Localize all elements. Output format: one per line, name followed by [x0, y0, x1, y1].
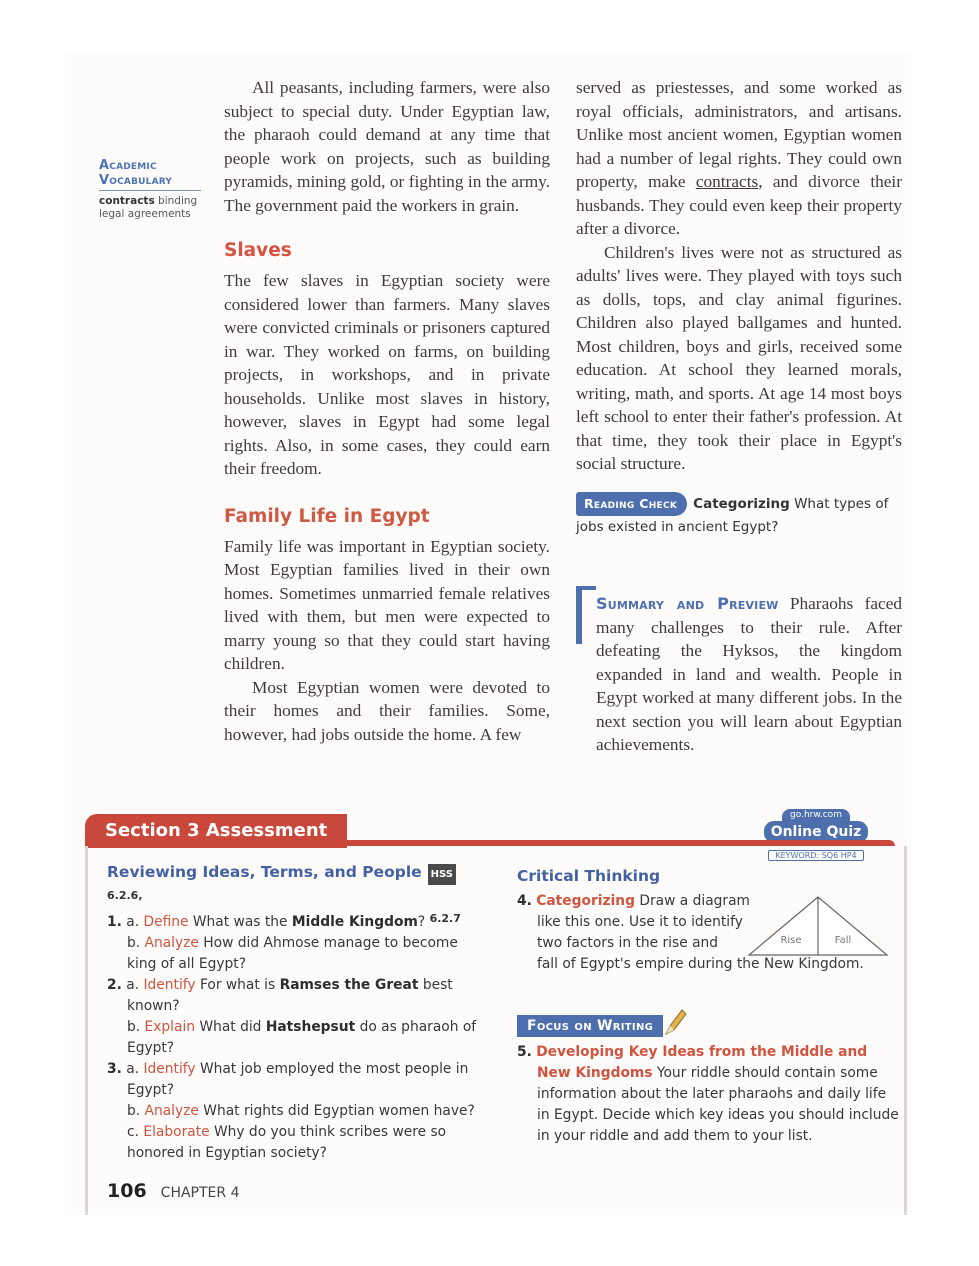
q2b-verb: Explain [144, 1019, 196, 1035]
question-3-number: 3. [107, 1061, 122, 1077]
right-column [576, 76, 902, 538]
question-4-text [517, 891, 757, 954]
vocab-definition [99, 195, 201, 221]
women-text-b: , and divorce their husbands. They could even keep their property after a divorce. [576, 172, 902, 238]
q4-text-a: Draw a diagram like this one. Use it to identify two factors in the rise and [537, 893, 750, 951]
quiz-keyword: KEYWORD: SQ6 HP4 [768, 850, 863, 861]
vocab-heading-2: Vocabulary [99, 173, 173, 188]
summary-body: Pharaohs faced many challenges to their rule. After defeating the Hyksos, the kingdom expanded in land and wealth. People in Egypt worked at many different jobs. In the next section you will learn about Egyptian achievements. [596, 594, 903, 754]
reading-check-badge: Reading Check [576, 492, 687, 516]
q1b-verb: Analyze [144, 935, 199, 951]
summary-bracket [576, 586, 582, 644]
diagram-fall-label: Fall [834, 935, 852, 946]
q1a-text-b: ? [417, 914, 426, 930]
q1a-bold: Middle Kingdom [291, 914, 418, 930]
vocab-term: contracts [99, 195, 155, 207]
hss-badge: HSS [428, 864, 456, 885]
q2b-bold: Hatshepsut [265, 1019, 356, 1035]
q1b-letter: b. [127, 935, 141, 951]
women-paragraph [576, 76, 902, 241]
pencil-icon [662, 1008, 688, 1038]
critical-thinking [517, 866, 899, 975]
assessment-title: Section 3 Assessment [105, 820, 328, 841]
q2a-letter: a. [126, 977, 140, 993]
question-2b [107, 1017, 487, 1059]
q3b-text: What rights did Egyptian women have? [198, 1103, 475, 1119]
q3c-letter: c. [127, 1124, 139, 1140]
question-5-number: 5. [517, 1044, 532, 1060]
diagram-rise-label: Rise [780, 935, 802, 946]
question-5-text [517, 1042, 899, 1147]
reading-check-skill: Categorizing [693, 495, 790, 512]
reviewing-questions [107, 862, 487, 1164]
question-1-number: 1. [107, 914, 122, 930]
summary-text [596, 592, 902, 757]
women-text-a: served as priestesses, and some worked as royal officials, administrators, and artisans. Unlike most ancient women, Egyptian women had a number of legal rights. They could own property, make [576, 78, 902, 191]
q4-verb: Categorizing [536, 893, 635, 909]
q3c-text: Why do you think scribes were so honored in Egyptian society? [127, 1124, 447, 1161]
q3c-verb: Elaborate [143, 1124, 210, 1140]
question-3b [107, 1101, 487, 1122]
q3b-verb: Analyze [144, 1103, 199, 1119]
q2b-text-b: do as pharaoh of Egypt? [127, 1019, 477, 1056]
children-paragraph: Children's lives were not as structured as adults' lives were. They played with toys such as dolls, tops, and clay animal figurines. Children also played ballgames and hunted. Most children, boys and girls, received some education. At school they learned morals, writing, math, and sports. At age 14 most boys left school to enter their father's profession. At that time, they took their place in Egypt's social structure. [576, 242, 902, 473]
q1a-text-a: What was the [188, 914, 292, 930]
family-paragraph-1: Family life was important in Egyptian society. Most Egyptian families lived in their own homes. Sometimes unmarried female relatives lived with them, but men were expected to marry young so that they could start having children. [224, 536, 550, 673]
q5-text: Your riddle should contain some information about the later pharaohs and daily life in Egypt. Decide which key ideas you should include in your riddle and add them to your list. [537, 1065, 899, 1144]
assessment-header [85, 814, 897, 841]
q2a-verb: Identify [143, 977, 196, 993]
standards-b: 6.2.7 [429, 912, 461, 925]
q1a-verb: Define [143, 914, 189, 930]
q3a-verb: Identify [143, 1061, 196, 1077]
vocab-heading-1: Academic [99, 158, 157, 173]
academic-vocabulary-box [99, 158, 201, 221]
quiz-url[interactable]: go.hrw.com [782, 809, 850, 821]
q2a-text-b: best known? [127, 977, 453, 1014]
left-column [224, 76, 550, 746]
question-2a [107, 975, 487, 1017]
chapter-label: CHAPTER 4 [160, 1185, 240, 1201]
q3a-text: What job employed the most people in Egypt? [127, 1061, 469, 1098]
question-5 [517, 1042, 899, 1147]
question-2-number: 2. [107, 977, 122, 993]
reading-check-question: What types of jobs existed in ancient Egypt? [576, 495, 889, 535]
q2b-text-a: What did [195, 1019, 266, 1035]
q4-text-b: fall of Egypt's empire during the New Kingdom. [537, 956, 864, 972]
reading-check [576, 492, 902, 538]
reviewing-heading-row [107, 862, 487, 906]
quiz-title[interactable]: Online Quiz [764, 821, 868, 843]
q3a-letter: a. [126, 1061, 140, 1077]
q2a-text-a: For what is [195, 977, 280, 993]
q2b-letter: b. [127, 1019, 141, 1035]
question-4-number: 4. [517, 893, 532, 909]
focus-on-writing-badge: Focus on Writing [517, 1015, 663, 1037]
slaves-paragraph: The few slaves in Egyptian society were considered lower than farmers. Many slaves were convicted criminals or prisoners captured in war. They worked on farms, on building projects, in workshops, and in private households. Unlike most slaves in history, however, slaves in Egypt had some legal rights. Also, in some cases, they could earn their freedom. [224, 271, 550, 478]
reviewing-heading: Reviewing Ideas, Terms, and People [107, 863, 422, 881]
q1b-text: How did Ahmose manage to become king of all Egypt? [127, 935, 458, 972]
slaves-heading: Slaves [224, 240, 292, 261]
vocab-divider [99, 190, 201, 191]
page-number: 106 [107, 1180, 147, 1202]
focus-on-writing [517, 1008, 688, 1038]
q2a-bold: Ramses the Great [279, 977, 419, 993]
summary-label: Summary and Preview [596, 594, 779, 613]
question-3a [107, 1059, 487, 1101]
standards-a: 6.2.6, [107, 889, 143, 902]
family-paragraph-2: Most Egyptian women were devoted to their homes and their families. Some, however, had jobs outside the home. A few [224, 677, 550, 744]
page-footer [107, 1180, 239, 1202]
peasants-paragraph: All peasants, including farmers, were also subject to special duty. Under Egyptian law, the pharaoh could demand at any time that people work on projects, such as building pyramids, mining gold, or fighting in the army. The government paid the workers in grain. [224, 78, 550, 215]
contracts-link[interactable]: contracts [695, 172, 759, 191]
rise-fall-diagram [745, 893, 891, 957]
q3b-letter: b. [127, 1103, 141, 1119]
vocab-definition-text: binding legal agreements [99, 195, 198, 220]
question-4 [517, 891, 899, 975]
textbook-page [65, 50, 911, 1215]
question-3c [107, 1122, 487, 1164]
family-life-heading: Family Life in Egypt [224, 505, 430, 527]
q5-title: Developing Key Ideas from the Middle and New Kingdoms [536, 1044, 868, 1081]
question-1a [107, 908, 487, 933]
summary-preview-box [576, 578, 902, 764]
critical-thinking-heading: Critical Thinking [517, 867, 661, 885]
assessment-tab [85, 814, 347, 848]
summary-bracket-top [576, 586, 596, 590]
q1a-letter: a. [126, 914, 140, 930]
question-1b [107, 933, 487, 975]
